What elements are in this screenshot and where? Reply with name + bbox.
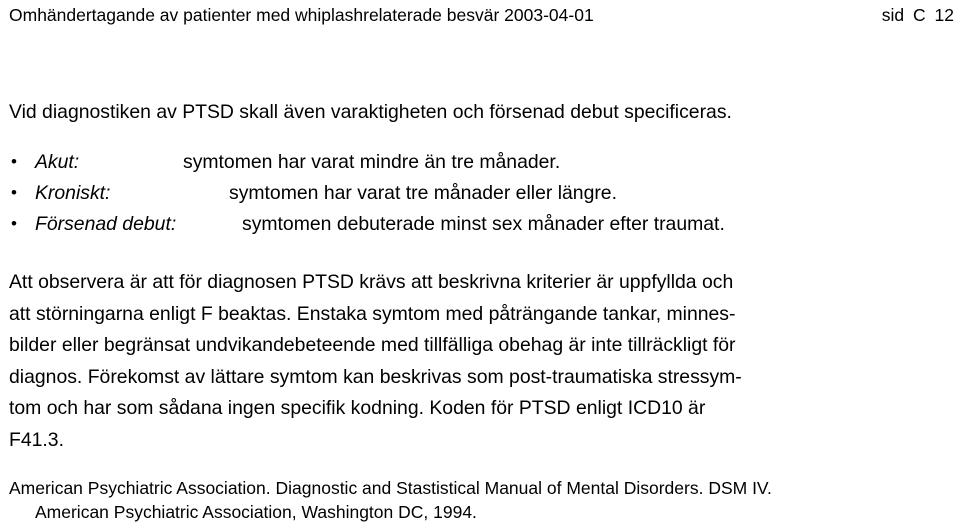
bullet-definition: symtomen har varat tre månader eller längre. [229,182,617,204]
bullet-item-kroniskt [9,181,954,212]
bullet-term: Akut: [35,151,80,173]
body-paragraph [9,270,954,460]
bullet-term: Kroniskt: [35,182,111,204]
paragraph-line: F41.3. [9,428,64,451]
bullet-icon: • [11,183,17,202]
intro-text: Vid diagnostiken av PTSD skall även varaktigheten och försenad debut specificeras. [9,101,732,123]
bullet-definition: symtomen har varat mindre än tre månader. [183,151,561,173]
bullet-item-akut [9,150,954,181]
paragraph-line: att störningarna enligt F beaktas. Enstaka symtom med påträngande tankar, minnes- [9,302,736,325]
reference-line-2: American Psychiatric Association, Washington DC, 1994. [35,502,477,522]
header-title: Omhändertagande av patienter med whiplashrelaterade besvär 2003-04-01 [9,5,594,25]
page-header [9,4,954,26]
bullet-list [9,150,954,243]
bullet-item-forsenad-debut [9,212,954,243]
page-number: sid C 12 [881,5,954,25]
bullet-definition: symtomen debuterade minst sex månader efter traumat. [242,213,725,235]
bullet-icon: • [11,214,17,233]
reference-citation [9,477,954,525]
paragraph-line: bilder eller begränsat undvikandebeteende med tillfälliga obehag är inte tillräckligt för [9,334,736,357]
paragraph-line: tom och har som sådana ingen specifik kodning. Koden för PTSD enligt ICD10 är [9,397,706,420]
bullet-term: Försenad debut: [35,213,177,235]
reference-line-1: American Psychiatric Association. Diagnostic and Stastistical Manual of Mental Disorders. DSM IV. [9,478,772,498]
bullet-icon: • [11,152,17,171]
paragraph-line: diagnos. Förekomst av lättare symtom kan beskrivas som post-traumatiska stressym- [9,365,742,388]
paragraph-line: Att observera är att för diagnosen PTSD krävs att beskrivna kriterier är uppfyllda och [9,271,734,293]
